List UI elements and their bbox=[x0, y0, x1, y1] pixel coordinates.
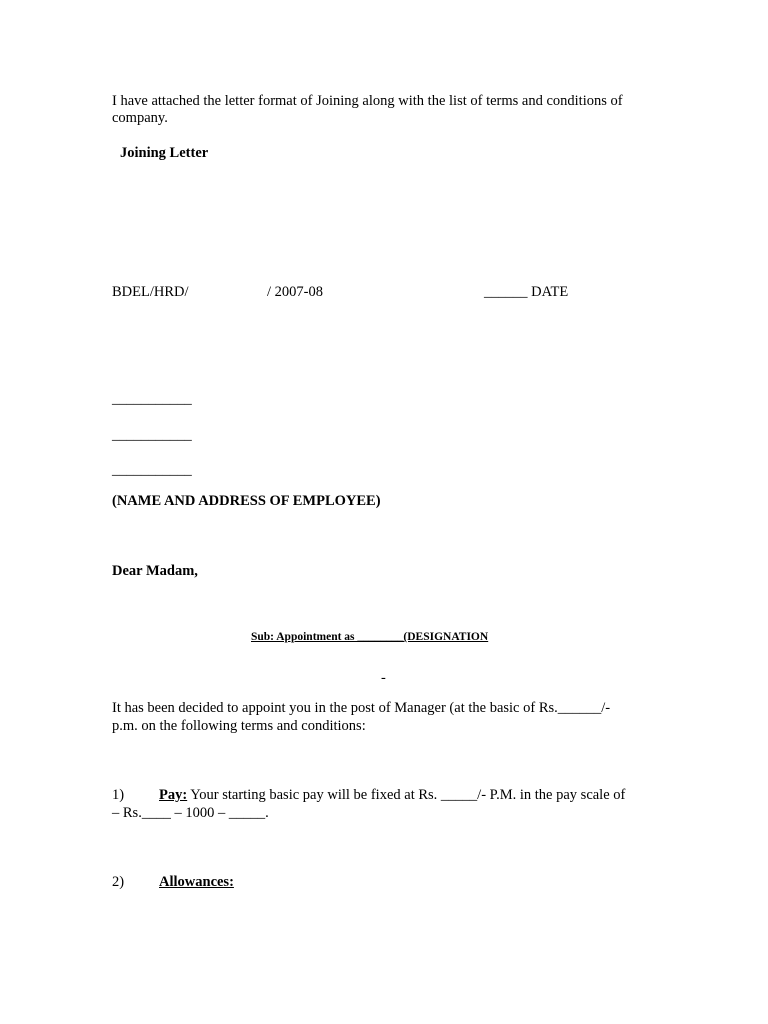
subject-dash: - bbox=[381, 670, 386, 686]
term-1-text: Your starting basic pay will be fixed at Rs. _____/- P.M. in the pay scale of bbox=[187, 787, 626, 803]
date-blank: ______ bbox=[484, 284, 528, 300]
reference-year: / 2007-08 bbox=[267, 284, 323, 300]
term-2-title: Allowances: bbox=[159, 874, 234, 890]
subject-line bbox=[251, 631, 488, 643]
body-line-1: It has been decided to appoint you in the post of Manager (at the basic of Rs.______/- bbox=[112, 700, 611, 716]
address-line-1: ___________ bbox=[112, 391, 192, 407]
term-1-number: 1) bbox=[112, 787, 125, 803]
intro-line-2: company. bbox=[112, 110, 168, 126]
body-line-2: p.m. on the following terms and conditions: bbox=[112, 718, 366, 734]
date-label: DATE bbox=[527, 284, 569, 300]
address-line-3: ___________ bbox=[112, 462, 192, 478]
term-1-line-1 bbox=[159, 786, 625, 804]
salutation: Dear Madam, bbox=[112, 563, 198, 579]
term-1-line-2: – Rs.____ – 1000 – _____. bbox=[112, 805, 269, 821]
address-line-2: ___________ bbox=[112, 427, 192, 443]
reference-prefix: BDEL/HRD/ bbox=[112, 284, 189, 300]
reference-date bbox=[484, 283, 568, 301]
page-heading: Joining Letter bbox=[120, 145, 209, 161]
subject-label: Sub: Appointment as ________(DESIGNATION bbox=[251, 631, 489, 643]
address-caption: (NAME AND ADDRESS OF EMPLOYEE) bbox=[112, 493, 381, 509]
term-1-title: Pay: bbox=[159, 787, 188, 803]
intro-line-1: I have attached the letter format of Joining along with the list of terms and conditions of bbox=[112, 93, 623, 109]
term-2-number: 2) bbox=[112, 874, 125, 890]
